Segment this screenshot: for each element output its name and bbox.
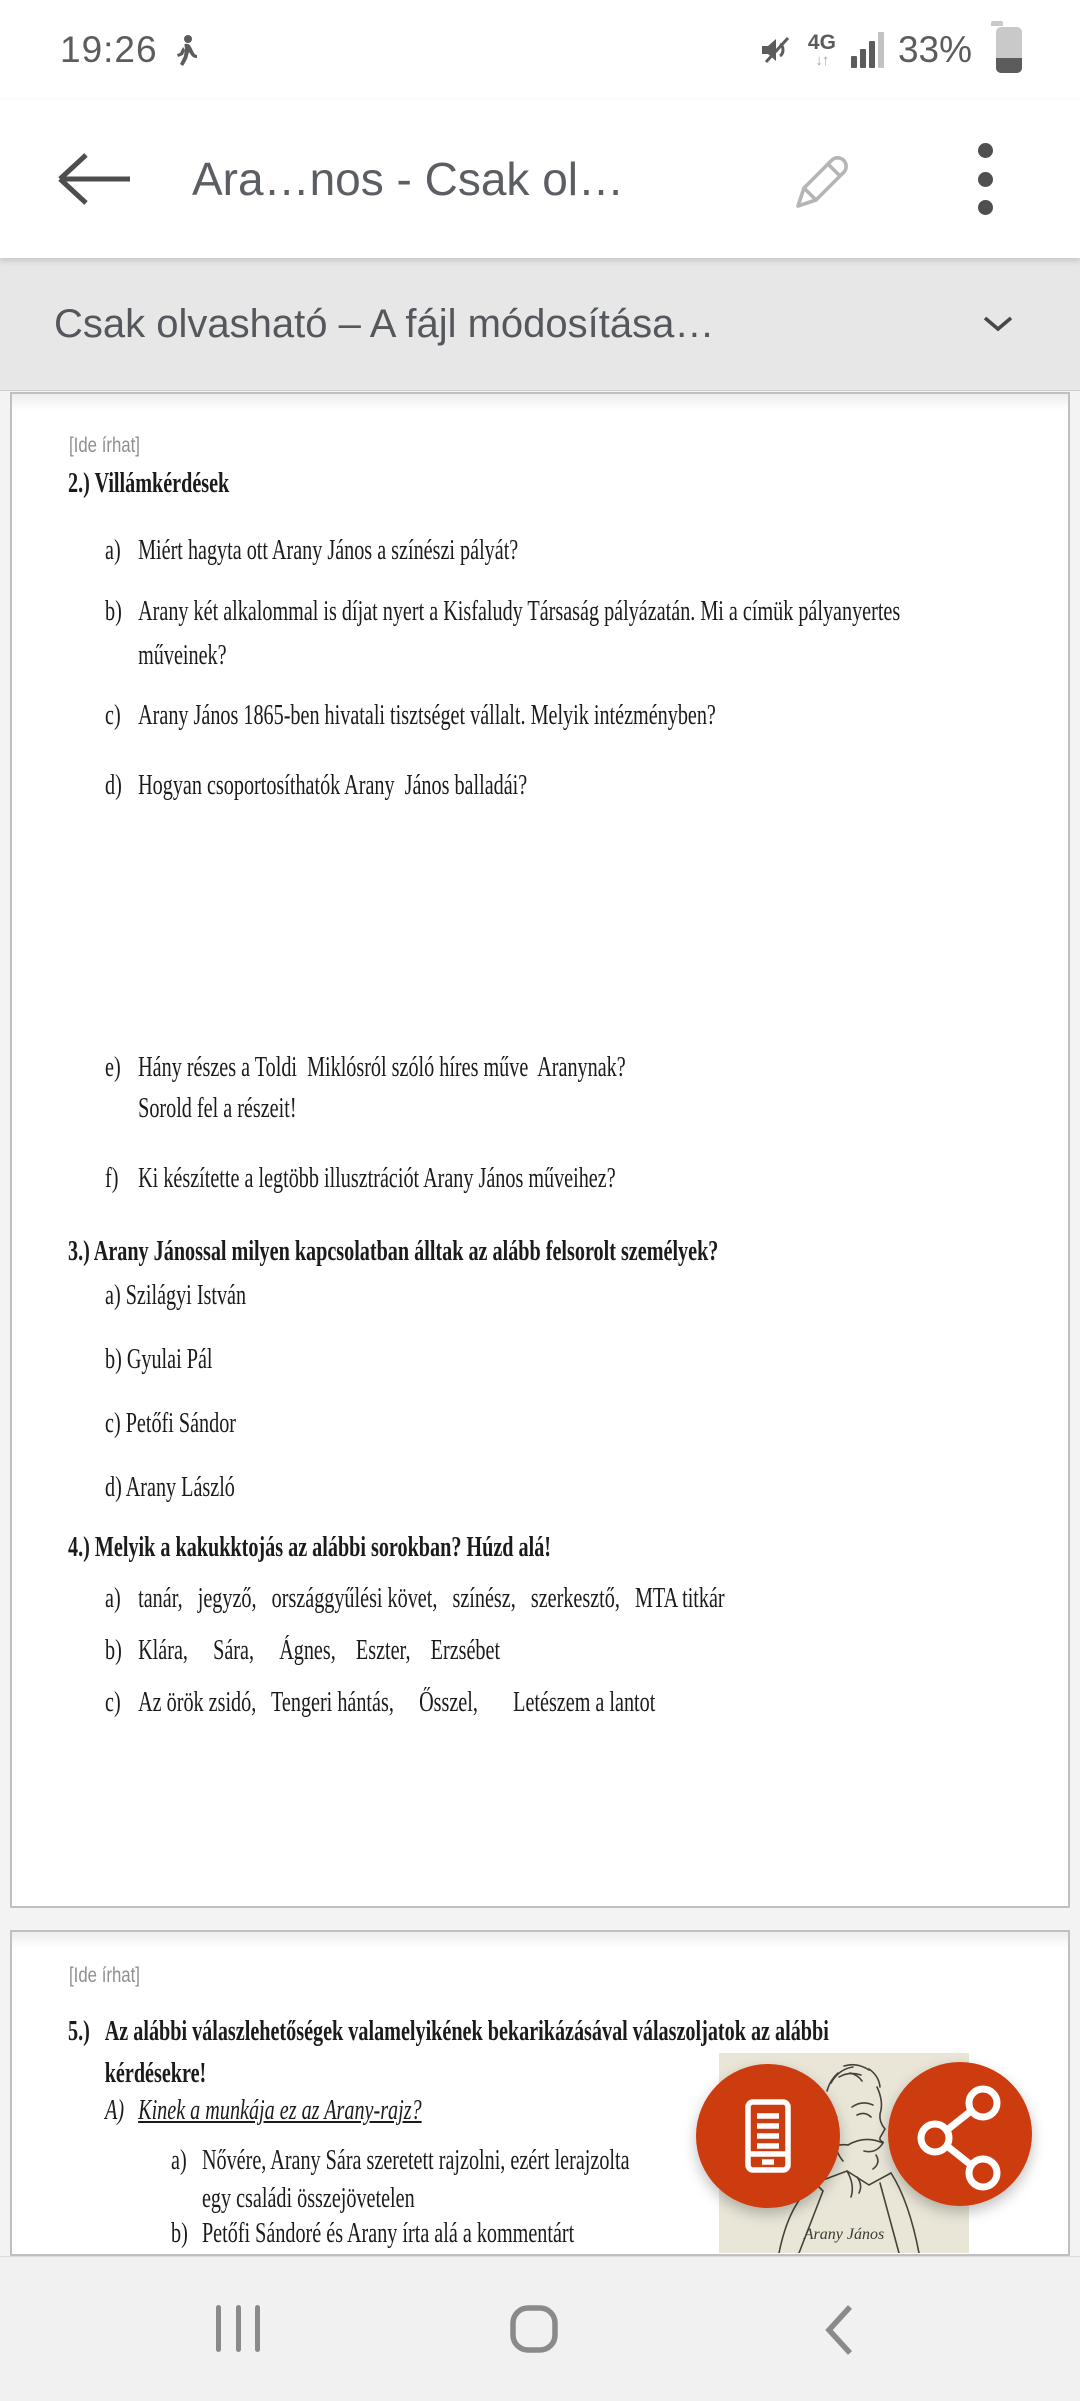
edit-pencil-button[interactable] [790, 144, 856, 214]
q5-option-b: b) Petőfi Sándoré és Arany írta alá a kommentárt [171, 2218, 575, 2249]
q5-subquestion-A: A) Kinek a munkája ez az Arany-rajz? [105, 2095, 422, 2126]
status-bar [0, 0, 1080, 100]
read-view-fab[interactable] [696, 2064, 840, 2208]
reader-document-icon [696, 2064, 840, 2208]
share-fab[interactable] [888, 2062, 1032, 2206]
q2-item-f: f) Ki készítette a legtöbb illusztrációt Arany János műveihez? [105, 1163, 616, 1194]
sketch-signature: Arany János [803, 2226, 885, 2243]
battery-icon [984, 27, 1022, 73]
battery-percent: 33% [897, 29, 972, 70]
content-placeholder-2: [Ide írhat] [69, 1964, 140, 1987]
q2-item-e: e) Hány részes a Toldi Miklósról szóló híres műve Aranynak? Sorold fel a részeit! [105, 1052, 626, 1124]
share-icon [888, 2062, 1032, 2206]
overflow-menu-button[interactable] [978, 143, 994, 215]
q4-item-a: a) tanár, jegyző, országgyűlési követ, színész, szerkesztő, MTA titkár [105, 1583, 725, 1614]
readonly-banner[interactable] [0, 258, 1080, 391]
readonly-banner-text: Csak olvasható – A fájl módosítása… [54, 301, 715, 346]
question-5-heading: 5.) Az alábbi válaszlehetőségek valamelyikének bekarikázásával válaszoljatok az alábbi kérdésekre! [68, 2016, 829, 2089]
content-placeholder: [Ide írhat] [69, 434, 140, 457]
chevron-down-icon[interactable] [982, 315, 1014, 333]
recent-apps-button[interactable] [216, 2305, 260, 2352]
q4-item-b: b) Klára, Sára, Ágnes, Eszter, Erzsébet [105, 1635, 501, 1666]
android-nav-bar [0, 2256, 1080, 2401]
q3-item-c: c) Petőfi Sándor [105, 1408, 237, 1439]
clock: 19:26 [60, 29, 158, 70]
q2-item-a: a) Miért hagyta ott Arany János a színészi pályát? [105, 535, 519, 566]
question-2-heading: 2.) Villámkérdések [68, 468, 230, 499]
q2-item-c: c) Arany János 1865-ben hivatali tisztséget vállalt. Melyik intézményben? [105, 700, 716, 731]
app-toolbar [0, 100, 1080, 258]
document-page-1 [10, 392, 1070, 1908]
q5-option-a: a) Nővére, Arany Sára szeretett rajzolni, ezért lerajzolta egy családi összejövetelen [171, 2145, 630, 2214]
home-button[interactable] [510, 2305, 558, 2358]
signal-strength-icon [848, 32, 884, 68]
q3-item-b: b) Gyulai Pál [105, 1344, 213, 1375]
document-title: Ara…nos - Csak ol… [192, 153, 625, 205]
question-4-heading: 4.) Melyik a kakukktojás az alábbi sorokban? Húzd alá! [68, 1532, 552, 1563]
nav-back-button[interactable] [824, 2303, 854, 2362]
walking-person-icon [174, 34, 200, 66]
q4-item-c: c) Az örök zsidó, Tengeri hántás, Ősszel, Letészem a lantot [105, 1687, 656, 1718]
q3-item-d: d) Arany László [105, 1472, 235, 1503]
document-scroll-area[interactable] [0, 390, 1080, 2256]
muted-sound-icon [758, 32, 794, 68]
mobile-data-4g-icon: 4G ↓↑ [807, 31, 836, 69]
back-button[interactable] [52, 149, 136, 209]
q2-item-d: d) Hogyan csoportosíthatók Arany János balladái? [105, 770, 528, 801]
q2-item-b: b) Arany két alkalommal is díjat nyert a Kisfaludy Társaság pályázatán. Mi a címük pályanyertes műveinek? [105, 596, 901, 671]
question-3-heading: 3.) Arany Jánossal milyen kapcsolatban álltak az alább felsorolt személyek? [68, 1236, 719, 1267]
q3-item-a: a) Szilágyi István [105, 1280, 247, 1311]
